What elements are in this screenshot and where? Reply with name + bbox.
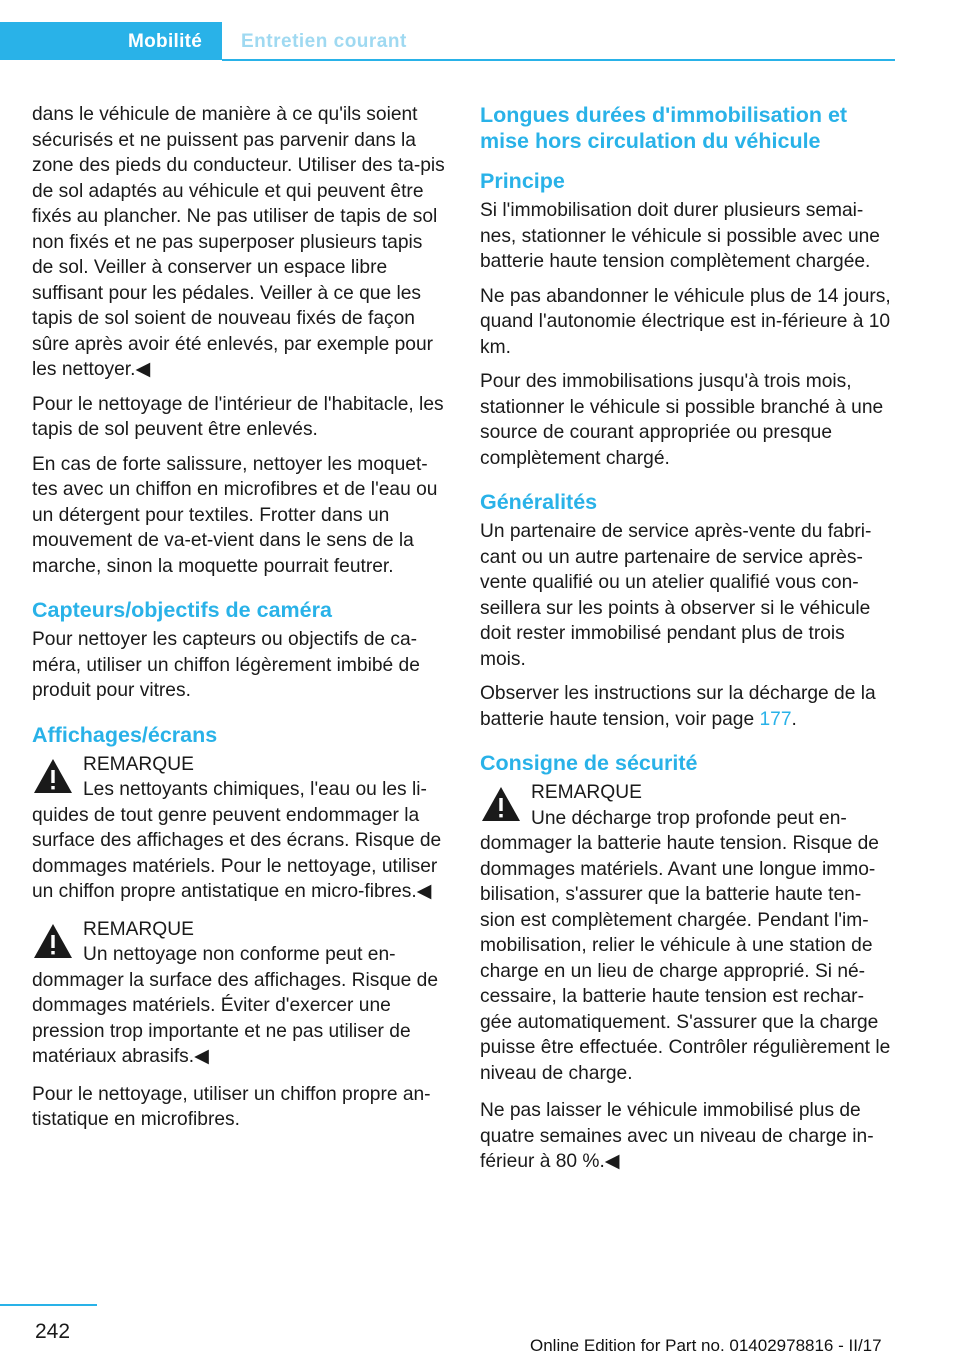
warning-text: dommager la batterie haute tension. Risque de dommages matériels. Avant une longue immo-bilisation, s'assurer que la batterie haute ten-sion est complètement chargée. Pendant l'im-mobilisation, relier le véhicule à une station de charge en un lieu de charge approprié. Si né-cessaire, la batterie haute tension est rechar-gée automatiquement. S'assurer que la charge puisse être effectuée. Contrôler régulièrement le niveau de charge. (480, 833, 891, 1084)
warning-title: REMARQUE (531, 782, 642, 803)
paragraph: Ne pas abandonner le véhicule plus de 14 jours, quand l'autonomie électrique est in-férieure à 10 km. (480, 285, 891, 358)
left-column (32, 102, 447, 1142)
paragraph: Un partenaire de service après-vente du fabri-cant ou un autre partenaire de service après-vente qualifié ou un atelier qualifié vous con-seillera sur les points à observer si le véhicule doit rester immobilisé pendant plus de trois mois. (480, 521, 872, 670)
paragraph: Pour le nettoyage, utiliser un chiffon propre an-tistatique en microfibres. (32, 1083, 431, 1130)
paragraph-text: Observer les instructions sur la décharge de la batterie haute tension, voir page (480, 683, 876, 730)
paragraph-text: . (791, 708, 797, 730)
warning-notice (32, 752, 447, 905)
footer-rule (0, 1304, 97, 1306)
heading-immobilisation: Longues durées d'immobilisation et mise hors circulation du véhicule (480, 103, 848, 153)
warning-text: Un nettoyage non conforme peut en- (83, 944, 396, 965)
warning-text: dommager la surface des affichages. Risque de dommages matériels. Éviter d'exercer une pression trop importante et ne pas utiliser de matériaux abrasifs.◀ (32, 969, 439, 1067)
right-column (480, 102, 895, 1184)
page-header (0, 22, 895, 62)
paragraph: Pour le nettoyage de l'intérieur de l'habitacle, les tapis de sol peuvent être enlevés. (32, 393, 444, 440)
page-link[interactable]: 177 (759, 708, 792, 730)
page-number: 242 (35, 1320, 71, 1343)
paragraph (480, 681, 895, 732)
heading-capteurs: Capteurs/objectifs de caméra (32, 598, 332, 622)
warning-text: Une décharge trop profonde peut en- (531, 807, 847, 829)
section-tab-mobilite[interactable]: Mobilité (128, 31, 203, 52)
paragraph: Pour des immobilisations jusqu'à trois mois, stationner le véhicule si possible branché à une source de courant appropriée ou presque complètement chargé. (480, 371, 884, 469)
paragraph: Pour nettoyer les capteurs ou objectifs de ca-méra, utiliser un chiffon légèrement imbibé de produit pour vitres. (32, 629, 420, 701)
warning-icon (32, 757, 74, 795)
paragraph: Si l'immobilisation doit durer plusieurs semai-nes, stationner le véhicule si possible avec une batterie haute tension complètement chargée. (480, 200, 880, 272)
heading-generalites: Généralités (480, 490, 598, 514)
header-rule (222, 59, 895, 61)
warning-notice (32, 917, 447, 1070)
warning-icon (32, 922, 74, 960)
paragraph: En cas de forte salissure, nettoyer les moquet-tes avec un chiffon en microfibres et de l'eau ou un détergent pour textiles. Frotter dans un mouvement de va-et-vient dans le sens de la marche, sinon la moquette pourrait feutrer. (32, 453, 438, 577)
warning-notice (480, 780, 895, 1086)
warning-icon (480, 785, 522, 823)
heading-principe: Principe (480, 169, 565, 193)
paragraph: dans le véhicule de manière à ce qu'ils soient sécurisés et ne puissent pas parvenir dans la zone des pieds du conducteur. Utiliser des ta-pis de sol adaptés au véhicule et qui peuvent être fixés au plancher. Ne pas utiliser de tapis de sol non fixés et ne pas superposer plusieurs tapis de sol. Veiller à conserver un espace libre suffisant pour les pédales. Veiller à ce que les tapis de sol soient de nouveau fixés de façon sûre après avoir été enlevés, par exemple pour les nettoyer.◀ (32, 104, 445, 380)
warning-text: Les nettoyants chimiques, l'eau ou les li- (83, 779, 427, 800)
warning-text: quides de tout genre peuvent endommager la surface des affichages et des écrans. Risque de dommages matériels. Pour le nettoyage, utiliser un chiffon propre antistatique en micro-fibres.◀ (32, 804, 442, 902)
warning-title: REMARQUE (83, 753, 194, 775)
edition-note: Online Edition for Part no. 01402978816 - II/17 (530, 1336, 882, 1355)
section-tab-entretien[interactable]: Entretien courant (241, 31, 407, 52)
heading-affichages: Affichages/écrans (32, 722, 218, 747)
heading-consigne: Consigne de sécurité (480, 751, 698, 775)
warning-title: REMARQUE (83, 918, 194, 940)
paragraph: Ne pas laisser le véhicule immobilisé plus de quatre semaines avec un niveau de charge in-férieur à 80 %.◀ (480, 1100, 874, 1172)
